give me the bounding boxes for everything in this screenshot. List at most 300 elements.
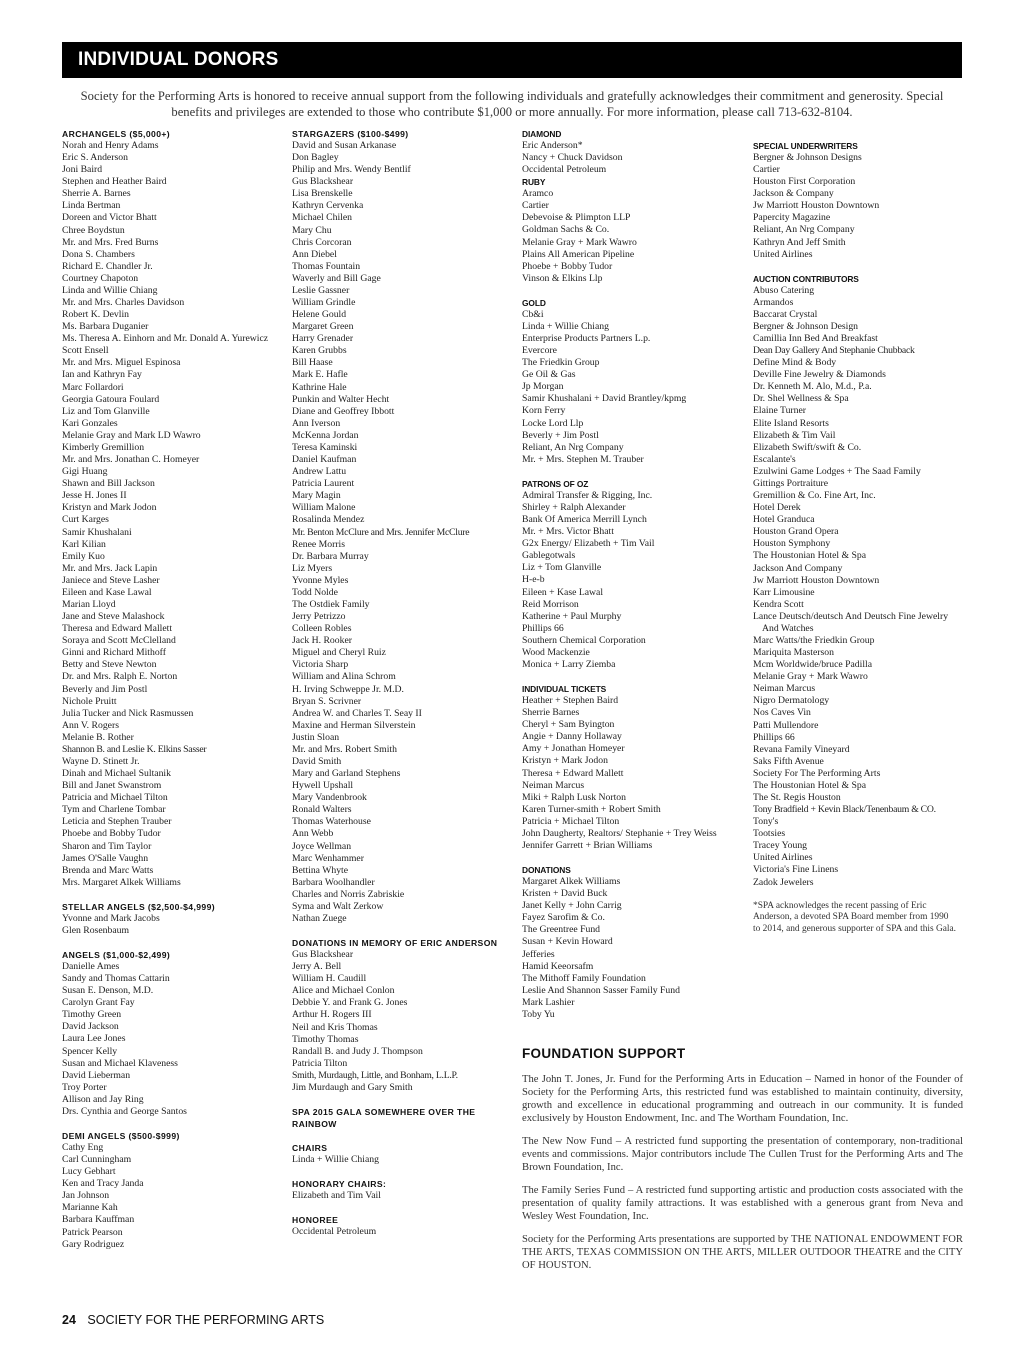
page-footer (62, 1313, 324, 1327)
donor-name: Patti Mullendore (753, 719, 819, 731)
donor-name: Spencer Kelly (62, 1045, 118, 1057)
donor-name: Jw Marriott Houston Downtown (753, 200, 880, 212)
donor-name: H-e-b (522, 574, 545, 586)
donor-name: Jw Marriott Houston Downtown (753, 574, 880, 586)
donor-name: Mary Magin (292, 490, 341, 502)
donor-name: Allison and Jay Ring (62, 1093, 144, 1105)
donor-name: Miguel and Cheryl Ruiz (292, 647, 386, 659)
donor-name: Carl Cunningham (62, 1154, 132, 1166)
donor-name: Charles and Norris Zabriskie (292, 888, 405, 900)
donor-section (522, 683, 742, 852)
donor-name: Susan + Kevin Howard (522, 936, 613, 948)
donor-name: Richard E. Chandler Jr. (62, 260, 153, 272)
donor-name: Yvonne and Mark Jacobs (62, 912, 160, 924)
donor-name: Southern Chemical Corporation (522, 634, 646, 646)
donor-name: David Lieberman (62, 1069, 131, 1081)
donor-name: McKenna Jordan (292, 429, 359, 441)
donor-name: Evercore (522, 345, 557, 357)
donor-name: Mary Vandenbrook (292, 792, 367, 804)
donor-name: Wood Mackenzie (522, 646, 590, 658)
donor-name: Patricia + Michael Tilton (522, 815, 620, 827)
donor-name: Plains All American Pipeline (522, 248, 635, 260)
donor-name: H. Irving Schweppe Jr. M.D. (292, 683, 404, 695)
donor-name: Patricia and Michael Tilton (62, 792, 168, 804)
donor-name: Maxine and Herman Silverstein (292, 719, 416, 731)
donor-name: Kathrine Hale (292, 381, 347, 393)
donor-name: Stephen and Heather Baird (62, 176, 167, 188)
donor-name: Cb&i (522, 308, 544, 320)
donor-name: The Houstonian Hotel & Spa (753, 779, 867, 791)
donor-name: Victoria's Fine Linens (753, 864, 839, 876)
donor-name: Mr. + Mrs. Victor Bhatt (522, 526, 614, 538)
donor-name: Karr Limousine (753, 586, 815, 598)
donor-name: William Malone (292, 502, 356, 514)
donor-name: Norah and Henry Adams (62, 140, 159, 151)
section-title: DIAMOND (522, 129, 562, 139)
donor-name: Kristyn and Mark Jodon (62, 502, 157, 514)
donor-name: Cartier (753, 164, 780, 176)
donor-name: Melanie Gray + Mark Wawro (522, 236, 637, 248)
donor-name: Victoria Sharp (292, 659, 349, 671)
donor-name: Curt Karges (62, 514, 109, 526)
donor-name: Bergner & Johnson Designs (753, 152, 862, 163)
donor-section (62, 1130, 282, 1251)
donor-name: Diane and Geoffrey Ibbott (292, 405, 395, 417)
donor-name: Houston First Corporation (753, 176, 856, 188)
donor-name: Syma and Walt Zerkow (292, 900, 384, 912)
donor-name: Reid Morrison (522, 598, 579, 610)
donor-name: Vinson & Elkins Llp (522, 272, 603, 284)
donor-name: Kendra Scott (753, 598, 804, 610)
donor-name: Mr. and Mrs. Jack Lapin (62, 562, 158, 574)
publication-name: SOCIETY FOR THE PERFORMING ARTS (87, 1313, 325, 1327)
donor-name: Joyce Wellman (292, 840, 352, 852)
donor-name: Marc Wenhammer (292, 852, 364, 864)
donor-name: Doreen and Victor Bhatt (62, 212, 157, 224)
donor-name: Cathy Eng (62, 1142, 104, 1154)
donor-name: Kari Gonzales (62, 417, 118, 429)
donor-name: David Smith (292, 755, 342, 767)
donor-name: Liz + Tom Glanville (522, 562, 602, 574)
page-title: INDIVIDUAL DONORS (78, 49, 279, 70)
donor-name: Patricia Laurent (292, 478, 355, 490)
donor-name: Hamid Keeorsafm (522, 960, 594, 972)
donor-name: Beverly + Jim Postl (522, 429, 599, 441)
donor-name: Don Bagley (292, 152, 339, 164)
donor-name: Ms. Theresa A. Einhorn and Mr. Donald A. Yurewicz (62, 333, 269, 345)
donor-name: Shannon B. and Leslie K. Elkins Sasser (62, 743, 207, 755)
donor-name: Chris Corcoran (292, 236, 352, 248)
donor-column-3 (522, 128, 742, 1033)
donor-name: Robert K. Devlin (62, 309, 129, 321)
donor-section (292, 1106, 512, 1130)
donor-name: Korn Ferry (522, 405, 566, 417)
donor-name: Melanie Gray + Mark Wawro (753, 671, 868, 683)
donor-name: Harry Grenader (292, 333, 354, 345)
donor-name: G2x Energy/ Elizabeth + Tim Vail (522, 538, 655, 550)
donor-name: Neiman Marcus (753, 683, 816, 695)
donor-name: Occidental Petroleum (292, 1226, 377, 1238)
section-title: AUCTION CONTRIBUTORS (753, 273, 859, 284)
section-title: DEMI ANGELS ($500-$999) (62, 1131, 180, 1142)
donor-name: Mary and Garland Stephens (292, 768, 401, 780)
foundation-title: FOUNDATION SUPPORT (522, 1046, 686, 1061)
donor-name: Ms. Barbara Duganier (62, 321, 149, 333)
donor-name: Jp Morgan (522, 381, 564, 393)
donor-name: Jennifer Garrett + Brian Williams (522, 839, 653, 851)
donor-name: Ken and Tracy Janda (62, 1178, 144, 1190)
donor-name: Katherine + Paul Murphy (522, 610, 622, 622)
donor-name: Kathryn Cervenka (292, 200, 364, 212)
donor-name: Melanie B. Rother (62, 731, 134, 743)
donor-name: Julia Tucker and Nick Rasmussen (62, 707, 194, 719)
donor-name: Carolyn Grant Fay (62, 997, 135, 1009)
donor-name: Mary Chu (292, 224, 332, 236)
donor-name: Ann Webb (292, 828, 334, 840)
donor-name: Colleen Robles (292, 623, 352, 635)
section-title: SPA 2015 GALA SOMEWHERE OVER THE RAINBOW (292, 1107, 476, 1130)
donor-column-4 (753, 140, 963, 935)
donor-name: Gus Blackshear (292, 176, 354, 188)
donor-name: Helene Gould (292, 309, 347, 321)
donor-name: Angie + Danny Hollaway (522, 731, 622, 743)
donor-name: Phillips 66 (753, 731, 795, 743)
donor-name: Chree Boydstun (62, 224, 125, 236)
donor-name: Houston Symphony (753, 538, 831, 550)
donor-name: Leslie Gassner (292, 284, 350, 296)
donor-section (62, 128, 282, 889)
donor-section (292, 128, 512, 925)
donor-name: Jack H. Rooker (292, 635, 352, 647)
section-title: GOLD (522, 297, 546, 308)
donor-section (753, 140, 963, 261)
donor-name: Renee Morris (292, 538, 345, 550)
donor-name: Dinah and Michael Sultanik (62, 768, 171, 780)
donor-name: Jan Johnson (62, 1190, 110, 1202)
donor-name: David and Susan Arkanase (292, 140, 397, 151)
donor-name: The Mithoff Family Foundation (522, 972, 646, 984)
donor-name: Wayne D. Stinett Jr. (62, 755, 140, 767)
donor-name: Nos Caves Vin (753, 707, 811, 719)
donor-name: Enterprise Products Partners L.p. (522, 333, 651, 345)
donor-name: Courtney Chapoton (62, 272, 139, 284)
section-title: DONATIONS IN MEMORY OF ERIC ANDERSON (292, 938, 498, 949)
donor-name: Reliant, An Nrg Company (753, 224, 855, 236)
donor-name: Locke Lord Llp (522, 417, 584, 429)
section-title: STELLAR ANGELS ($2,500-$4,999) (62, 901, 216, 912)
donor-name: Kristyn + Mark Jodon (522, 755, 608, 767)
foundation-paragraph: The New Now Fund – A restricted fund supporting the presentation of contemporary, non-traditional events and commissions. Major contributors include The Cullen Trust for the Performing Arts and The Brown Foundation, Inc. (522, 1136, 963, 1173)
donor-name: Yvonne Myles (292, 574, 349, 586)
donor-name: Cheryl + Sam Byington (522, 719, 615, 731)
donor-name: Amy + Jonathan Homeyer (522, 743, 625, 755)
donor-column-2 (292, 128, 512, 1250)
donor-name: Jackson And Company (753, 562, 843, 574)
donor-name: Janet Kelly + John Carrig (522, 900, 622, 912)
donor-name: Kimberly Gremillion (62, 441, 145, 453)
donor-name: Armandos (753, 296, 794, 308)
donor-name: Deville Fine Jewelry & Diamonds (753, 369, 886, 381)
page-number: 24 (62, 1313, 76, 1327)
donor-name: Elizabeth Swift/swift & Co. (753, 441, 862, 453)
donor-name: Melanie Gray and Mark LD Wawro (62, 429, 201, 441)
donor-name: Susan E. Denson, M.D. (62, 985, 154, 997)
donor-name: Mark E. Hafle (292, 369, 348, 381)
foundation-paragraph: The John T. Jones, Jr. Fund for the Performing Arts in Education – Named in honor of the Founder of Society for the Performing Arts, this restricted fund was established to maintain continuity, diversity, growth and excellence in educational programming and outreach in our community. It is funded exclusively by Houston Endowment, Inc. and The Wortham Foundation, Inc. (522, 1074, 963, 1124)
donor-name: Define Mind & Body (753, 357, 837, 369)
donor-name: The St. Regis Houston (753, 791, 841, 803)
donor-name: Ginni and Richard Mithoff (62, 647, 166, 659)
section-title: SPECIAL UNDERWRITERS (753, 141, 858, 151)
donor-name: Sherrie Barnes (522, 707, 580, 719)
donor-name: United Airlines (753, 248, 813, 260)
donor-name: Eric Anderson* (522, 140, 583, 151)
donor-name: Bergner & Johnson Design (753, 320, 859, 332)
donor-name: Margaret Alkek Williams (522, 876, 621, 888)
donor-name: Theresa + Edward Mallett (522, 767, 624, 779)
donor-section (292, 1178, 512, 1202)
donor-name: Nichole Pruitt (62, 695, 117, 707)
donor-name: The Friedkin Group (522, 357, 600, 369)
donor-name: Houston Grand Opera (753, 526, 839, 538)
donor-name: Gigi Huang (62, 466, 108, 478)
donor-name: Ann Diebel (292, 248, 337, 260)
donor-name: Fayez Sarofim & Co. (522, 912, 605, 924)
donor-name: Abuso Catering (753, 284, 815, 296)
donor-name: Dr. Barbara Murray (292, 550, 369, 562)
donor-name: Karl Kilian (62, 538, 106, 550)
donor-name: Soraya and Scott McClelland (62, 635, 176, 647)
donor-name: Goldman Sachs & Co. (522, 224, 610, 236)
donor-section (292, 937, 512, 1094)
donor-name: Eric S. Anderson (62, 152, 128, 164)
donor-name: Sandy and Thomas Cattarin (62, 973, 170, 985)
donor-name: Hotel Granduca (753, 514, 815, 526)
donor-name: Linda + Willie Chiang (522, 320, 609, 332)
donor-name: Jane and Steve Malashock (62, 611, 165, 623)
donor-name: Phoebe + Bobby Tudor (522, 260, 613, 272)
donor-name: Bill and Janet Swanstrom (62, 780, 162, 792)
donor-name: Marian Lloyd (62, 598, 116, 610)
donor-name: James O'Salle Vaughn (62, 852, 149, 864)
donor-name: Glen Rosenbaum (62, 924, 129, 936)
donor-name: Mr. and Mrs. Miguel Espinosa (62, 357, 181, 369)
section-title: ARCHANGELS ($5,000+) (62, 129, 171, 139)
donor-name: Patricia Tilton (292, 1057, 348, 1069)
donor-name: Janiece and Steve Lasher (62, 574, 160, 586)
donor-section (753, 273, 963, 889)
donor-name: Sharon and Tim Taylor (62, 840, 152, 852)
donor-name: Phillips 66 (522, 622, 564, 634)
foundation-paragraph: Society for the Performing Arts presentations are supported by THE NATIONAL ENDOWMENT FOR THE ARTS, TEXAS COMMISSION ON THE ARTS, MILLER OUTDOOR THEATRE and the CITY OF HOUSTON. (522, 1234, 963, 1271)
donor-name: Michael Chilen (292, 212, 352, 224)
section-title: ANGELS ($1,000-$2,499) (62, 950, 171, 960)
donor-name: Thomas Waterhouse (292, 816, 371, 828)
donor-name: Neil and Kris Thomas (292, 1021, 378, 1033)
donor-name: Reliant, An Nrg Company (522, 441, 624, 453)
section-title: HONOREE (292, 1215, 339, 1226)
header-bar (62, 42, 962, 78)
donor-name: Shawn and Bill Jackson (62, 478, 155, 490)
donor-name: Dean Day Gallery And Stephanie Chubback (753, 345, 915, 357)
donor-name: Karen Turner-smith + Robert Smith (522, 803, 661, 815)
donor-name: Lance Deutsch/deutsch And Deutsch Fine Jewelry And Watches (753, 610, 949, 634)
donor-name: Linda and Willie Chiang (62, 284, 158, 296)
donor-name: Tony's (753, 816, 779, 828)
donor-name: Cartier (522, 200, 549, 212)
donor-name: Randall B. and Judy J. Thompson (292, 1045, 423, 1057)
donor-name: Mr. and Mrs. Fred Burns (62, 236, 159, 248)
donor-name: Ronald Walters (292, 804, 352, 816)
donor-name: Jesse H. Jones II (62, 490, 127, 502)
donor-name: Mark Lashier (522, 996, 575, 1008)
donor-name: Samir Khushalani + David Brantley/kpmg (522, 393, 687, 405)
donor-name: Karen Grubbs (292, 345, 347, 357)
donor-name: Jefferies (522, 948, 555, 960)
donor-name: Theresa and Edward Mallett (62, 623, 173, 635)
donor-name: Tracey Young (753, 840, 808, 852)
donor-name: Tony Bradfield + Kevin Black/Tenenbaum & CO. (753, 804, 936, 816)
donor-name: Debbie Y. and Frank G. Jones (292, 997, 408, 1009)
donor-name: Elite Island Resorts (753, 417, 829, 429)
donor-name: Camillia Inn Bed And Breakfast (753, 333, 878, 345)
donor-section (62, 949, 282, 1118)
donor-name: Timothy Green (62, 1009, 122, 1021)
donor-section (522, 478, 742, 671)
foundation-support (522, 1046, 963, 1282)
donor-name: Toby Yu (522, 1008, 555, 1020)
donor-name: Liz and Tom Glanville (62, 405, 150, 417)
donor-name: Jackson & Company (753, 188, 834, 200)
donor-name: Punkin and Walter Hecht (292, 393, 390, 405)
donor-name: William Grindle (292, 297, 356, 309)
donor-name: Brenda and Marc Watts (62, 864, 154, 876)
donor-name: Admiral Transfer & Rigging, Inc. (522, 489, 653, 501)
donor-name: Bank Of America Merrill Lynch (522, 514, 647, 526)
foundation-paragraph: The Family Series Fund – A restricted fund supporting artistic and production costs associated with the presentation of quality family attractions. It was established with a generous grant from Neva and Wesley West Foundation, Inc. (522, 1185, 963, 1222)
donor-name: Todd Nolde (292, 586, 338, 598)
donor-name: Drs. Cynthia and George Santos (62, 1105, 187, 1117)
donor-name: Bill Haase (292, 357, 333, 369)
donor-name: Heather + Stephen Baird (522, 695, 619, 707)
donor-name: Tym and Charlene Tombar (62, 804, 166, 816)
donor-name: Ian and Kathryn Fay (62, 369, 142, 381)
donor-name: Papercity Magazine (753, 212, 831, 224)
donor-name: Elaine Turner (753, 405, 807, 417)
donor-name: Zadok Jewelers (753, 876, 814, 888)
intro-text: Society for the Performing Arts is honored to receive annual support from the following individuals and gratefully acknowledges their commitment and generosity. Special benefits and privileges are extended to those who contribute $1,000 or more annually. For more information, please call 713-632-8104. (80, 89, 944, 119)
donor-name: Eileen + Kase Lawal (522, 586, 604, 598)
donor-name: Saks Fifth Avenue (753, 755, 824, 767)
donor-name: Ezulwini Game Lodges + The Saad Family (753, 465, 921, 477)
donor-name: Laura Lee Jones (62, 1033, 126, 1045)
donor-name: Gablegotwals (522, 550, 576, 562)
donor-name: Waverly and Bill Gage (292, 272, 381, 284)
donor-section (522, 864, 742, 1021)
donor-name: John Daugherty, Realtors/ Stephanie + Trey Weiss (522, 827, 717, 839)
donor-name: Mr. and Mrs. Charles Davidson (62, 297, 185, 309)
donor-name: Kathryn And Jeff Smith (753, 236, 846, 248)
donor-name: Philip and Mrs. Wendy Bentlif (292, 164, 411, 176)
donor-name: Elizabeth & Tim Vail (753, 429, 836, 441)
donor-name: Elizabeth and Tim Vail (292, 1190, 381, 1202)
donor-name: Gremillion & Co. Fine Art, Inc. (753, 490, 876, 502)
donor-name: Hywell Upshall (292, 780, 354, 792)
donor-name: Timothy Thomas (292, 1033, 359, 1045)
donor-section (292, 1214, 512, 1238)
donor-name: Hotel Derek (753, 502, 801, 514)
donor-name: Gittings Portraiture (753, 477, 829, 489)
donor-name: David Jackson (62, 1021, 119, 1033)
donor-name: Emily Kuo (62, 550, 105, 562)
donor-name: Georgia Gatoura Foulard (62, 393, 160, 405)
donor-name: Eileen and Kase Lawal (62, 586, 152, 598)
donor-name: Linda Bertman (62, 200, 121, 212)
donor-name: Thomas Fountain (292, 260, 361, 272)
donor-name: United Airlines (753, 852, 813, 864)
donor-name: Escalante's (753, 453, 796, 465)
memorial-note: *SPA acknowledges the recent passing of Eric Anderson, a devoted SPA Board member from 1990 to 2014, and generous supporter of SPA and this Gala. (753, 900, 957, 934)
donor-name: Nathan Zuege (292, 913, 347, 924)
donor-name: William H. Caudill (292, 973, 367, 985)
donor-name: Troy Porter (62, 1081, 107, 1093)
donor-name: Leticia and Stephen Trauber (62, 816, 172, 828)
donor-name: Arthur H. Rogers III (292, 1009, 372, 1021)
donor-name: Smith, Murdaugh, Little, and Bonham, L.L.P. (292, 1069, 458, 1081)
section-title: CHAIRS (292, 1143, 328, 1154)
donor-name: Mariquita Masterson (753, 647, 834, 659)
donor-name: Dona S. Chambers (62, 248, 135, 260)
donor-name: Justin Sloan (292, 731, 340, 743)
donor-name: Revana Family Vineyard (753, 743, 850, 755)
donor-name: Rosalinda Mendez (292, 514, 365, 526)
donor-name: Dr. Kenneth M. Alo, M.d., P.a. (753, 381, 872, 393)
donor-name: Liz Myers (292, 562, 333, 574)
donor-section (522, 297, 742, 466)
donor-name: Occidental Petroleum (522, 164, 607, 176)
donor-name: The Houstonian Hotel & Spa (753, 550, 867, 562)
donor-name: Ann Iverson (292, 417, 341, 429)
donor-name: Mr. + Mrs. Stephen M. Trauber (522, 453, 644, 465)
donor-name: Andrew Lattu (292, 466, 347, 478)
donor-name: Danielle Ames (62, 961, 120, 972)
donor-name: Mr. Benton McClure and Mrs. Jennifer McClure (292, 526, 470, 538)
donor-name: Scott Ensell (62, 345, 109, 357)
donor-name: Barbara Woolhandler (292, 876, 375, 888)
donor-name: Mrs. Margaret Alkek Williams (62, 876, 181, 888)
donor-name: Shirley + Ralph Alexander (522, 501, 626, 513)
donor-name: Jim Murdaugh and Gary Smith (292, 1081, 413, 1093)
donor-name: Bryan S. Scrivner (292, 695, 362, 707)
donor-name: Linda + Willie Chiang (292, 1154, 379, 1166)
donor-name: The Greentree Fund (522, 924, 601, 936)
donor-name: Mr. and Mrs. Robert Smith (292, 743, 397, 755)
donor-name: Andrea W. and Charles T. Seay II (292, 707, 422, 719)
donor-name: Samir Khushalani (62, 526, 132, 538)
donor-section (62, 901, 282, 937)
donor-name: Lucy Gebhart (62, 1166, 116, 1178)
donor-section (522, 128, 742, 176)
donor-name: Monica + Larry Ziemba (522, 658, 616, 670)
donor-name: Miki + Ralph Lusk Norton (522, 791, 626, 803)
donor-name: Marc Watts/the Friedkin Group (753, 634, 875, 646)
donor-name: Barbara Kauffman (62, 1214, 135, 1226)
section-title: PATRONS OF OZ (522, 478, 589, 489)
donor-name: Nigro Dermatology (753, 695, 830, 707)
donor-name: Marc Follardori (62, 381, 124, 393)
donor-name: Betty and Steve Newton (62, 659, 157, 671)
donor-name: Susan and Michael Klaveness (62, 1057, 178, 1069)
